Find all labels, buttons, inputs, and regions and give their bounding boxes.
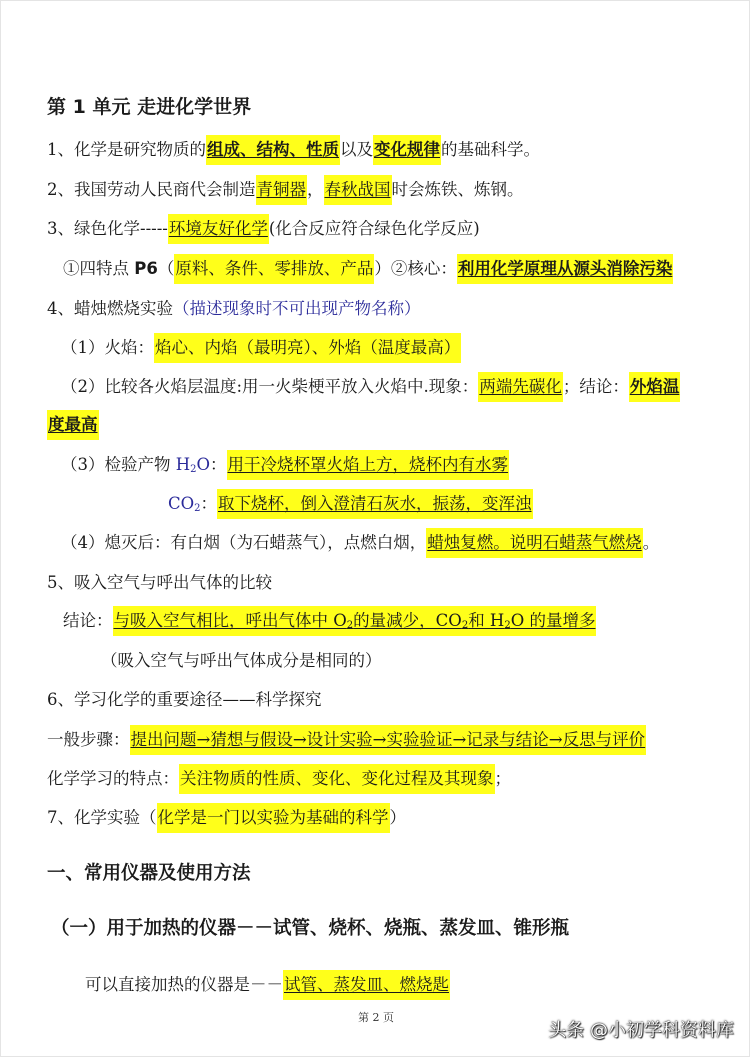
highlight-experiment-based: 化学是一门以实验为基础的科学 (157, 803, 390, 833)
item-6: 6、学习化学的重要途径——科学探究 (47, 690, 322, 709)
item-3-features: ①四特点 P6（原料、条件、零排放、产品）②核心：利用化学原理从源头消除污染 (63, 257, 673, 281)
highlight-composition: 组成、结构、性质 (206, 135, 340, 165)
highlight-core: 利用化学原理从源头消除污染 (457, 254, 674, 284)
page-number: 第 2 页 (358, 1011, 394, 1024)
item-4-2: （2）比较各火焰层温度:用一火柴梗平放入火焰中.现象：两端先碳化；结论：外焰温 (61, 375, 680, 399)
highlight-inquiry-steps: 提出问题→猜想与假设→设计实验→实验验证→记录与结论→反思与评价 (130, 725, 647, 755)
highlight-co2-test: 取下烧杯，倒入澄清石灰水，振荡，变浑浊 (217, 489, 533, 519)
unit-title: 第 1 单元 走进化学世界 (47, 96, 252, 118)
item-4-1: （1）火焰：焰心、内焰（最明亮）、外焰（温度最高） (61, 336, 461, 360)
item-5: 5、吸入空气与呼出气体的比较 (47, 573, 272, 592)
highlight-study-features: 关注物质的性质、变化、变化过程及其现象 (179, 764, 495, 794)
item-1: 1、化学是研究物质的组成、结构、性质以及变化规律的基础科学。 (47, 138, 540, 162)
highlight-four-features: 原料、条件、零排放、产品 (174, 254, 374, 284)
subsection-heating-instruments: （一）用于加热的仪器－－试管、烧杯、烧瓶、蒸发皿、锥形瓶 (51, 918, 570, 939)
item-5-note: （吸入空气与呼出气体成分是相同的） (101, 651, 382, 670)
highlight-water-test: 用干冷烧杯罩火焰上方，烧杯内有水雾 (227, 450, 510, 480)
formula-h2o: $H_2O$ (175, 455, 211, 475)
item-6-steps: 一般步骤：提出问题→猜想与假设→设计实验→实验验证→记录与结论→反思与评价 (47, 728, 646, 752)
item-7: 7、化学实验（化学是一门以实验为基础的科学） (47, 806, 406, 830)
highlight-outer-flame: 外焰温 (629, 372, 681, 402)
watermark: 头条 @小初学科资料库 (548, 1020, 734, 1041)
highlight-rekindle: 蜡烛复燃。说明石蜡蒸气燃烧 (426, 528, 643, 558)
section-heading-instruments: 一、常用仪器及使用方法 (47, 863, 251, 884)
highlight-direct-heat: 试管、蒸发皿、燃烧匙 (283, 970, 450, 1000)
highlight-spring-autumn: 春秋战国 (324, 175, 392, 205)
item-2: 2、我国劳动人民商代会制造青铜器，春秋战国时会炼铁、炼钢。 (47, 178, 524, 202)
direct-heat-line: 可以直接加热的仪器是－－试管、蒸发皿、燃烧匙 (85, 973, 450, 997)
highlight-carbonize: 两端先碳化 (478, 372, 563, 402)
item-5-conclusion: 结论：与吸入空气相比，呼出气体中 $O_2$的量减少，$CO_2$和 $H_2O$ 的量增多 (63, 609, 596, 638)
item-4-2-cont: 度最高 (47, 413, 99, 437)
item-4-3: （3）检验产物 $H_2O$：用干冷烧杯罩火焰上方，烧杯内有水雾 (61, 453, 509, 482)
item-4-4: （4）熄灭后：有白烟（为石蜡蒸气），点燃白烟，蜡烛复燃。说明石蜡蒸气燃烧。 (61, 531, 659, 555)
highlight-bronze: 青铜器 (256, 175, 308, 205)
note-blue: （描述现象时不可出现产物名称） (173, 299, 421, 318)
item-3: 3、绿色化学-----环境友好化学(化合反应符合绿色化学反应) (47, 217, 480, 241)
item-4-3b: $CO_2$：取下烧杯，倒入澄清石灰水，振荡，变浑浊 (168, 492, 533, 521)
item-6-features: 化学学习的特点：关注物质的性质、变化、变化过程及其现象； (47, 767, 511, 791)
highlight-change-law: 变化规律 (373, 135, 441, 165)
item-4: 4、蜡烛燃烧实验（描述现象时不可出现产物名称） (47, 299, 421, 318)
highlight-breath-conclusion: 与吸入空气相比，呼出气体中 $O_2$的量减少，$CO_2$和 $H_2O$ 的量增多 (113, 606, 597, 636)
highlight-flame-layers: 焰心、内焰（最明亮）、外焰（温度最高） (154, 333, 461, 363)
formula-co2: $CO_2$ (168, 494, 201, 514)
highlight-env-friendly: 环境友好化学 (168, 214, 269, 244)
